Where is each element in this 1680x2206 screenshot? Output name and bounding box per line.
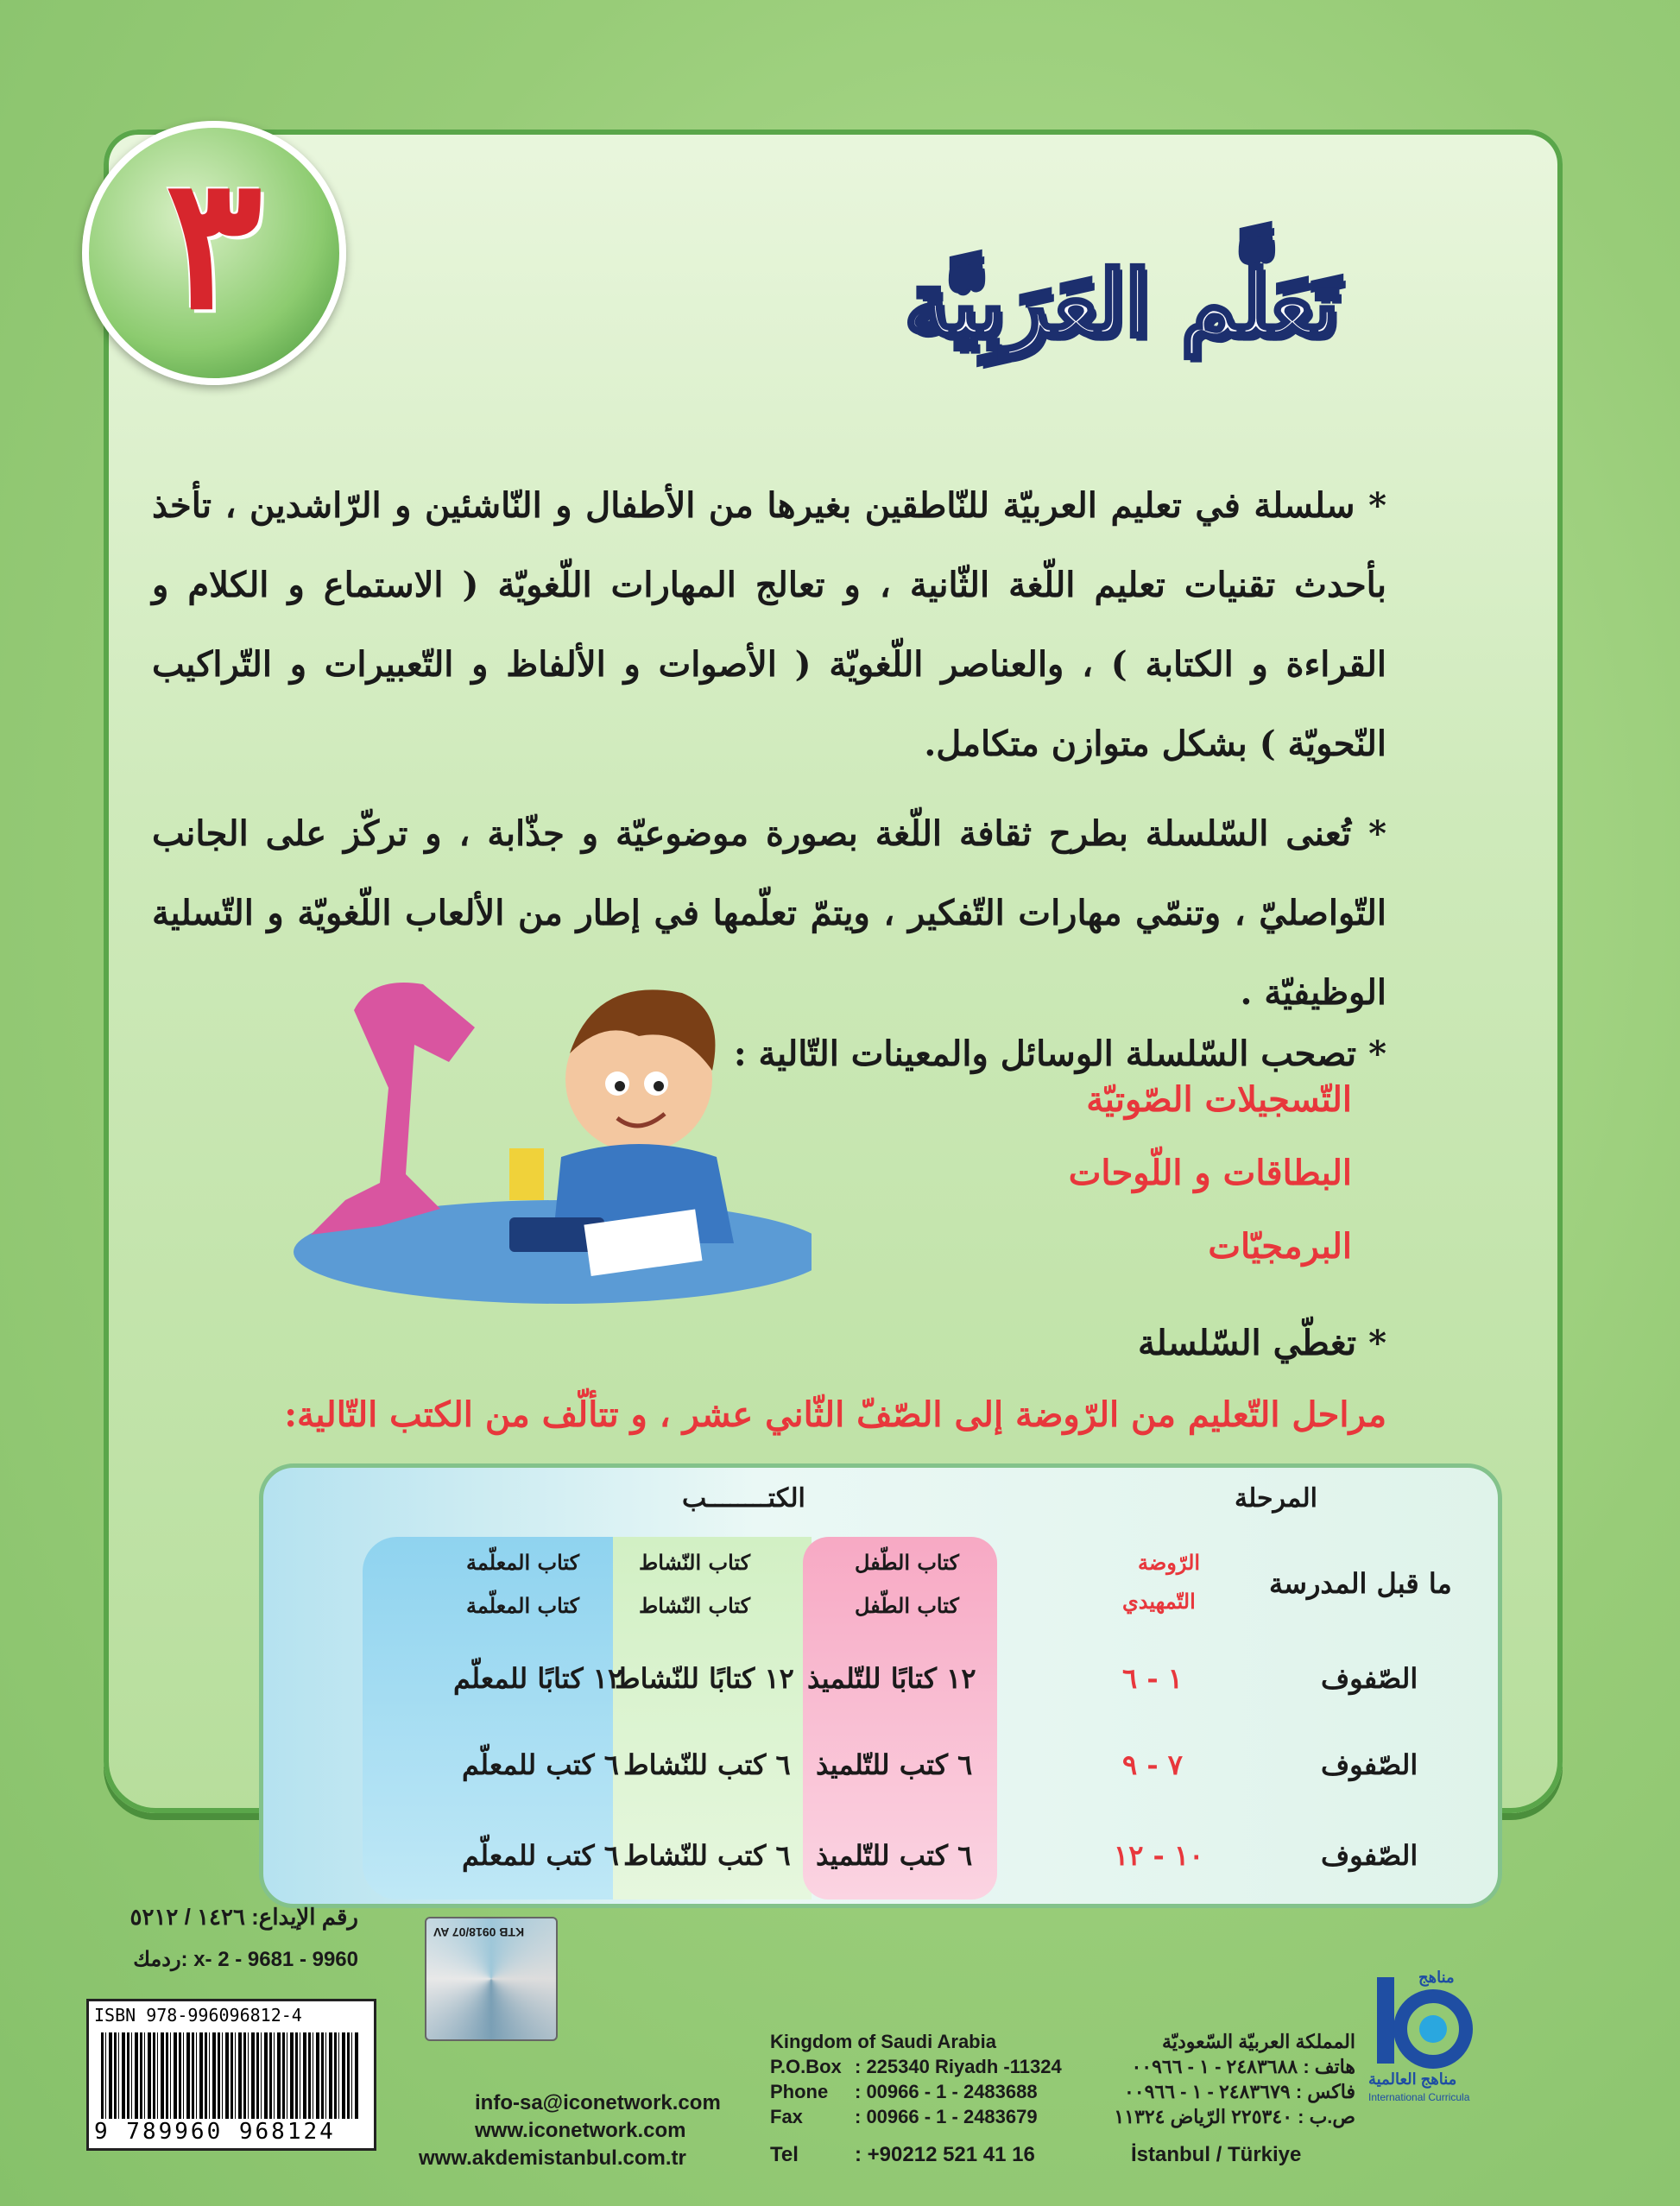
materials-item: البرمجيّات	[1208, 1226, 1352, 1267]
activity-book: كتاب النّشاط	[639, 1550, 751, 1575]
address-fax-label: Fax	[770, 2106, 803, 2127]
child-pupil	[615, 1081, 625, 1091]
row-label: الصّفوف	[1321, 1662, 1418, 1695]
address-ar-line: هاتف : ٢٤٨٣٦٨٨ - ١ - ٠٠٩٦٦	[1131, 2056, 1355, 2077]
publisher-logo	[1368, 1969, 1481, 2107]
isbn-label: ISBN 978-996096812-4	[94, 2005, 302, 2026]
volume-number: ٣	[165, 136, 263, 350]
activity-book: ١٢ كتابًا للنّشاط	[615, 1662, 794, 1695]
grade-range: ١ - ٦	[1122, 1662, 1183, 1695]
row-label: الصّفوف	[1321, 1748, 1418, 1781]
header-stage: المرحلة	[1235, 1483, 1317, 1514]
address-ar-line: فاكس : ٢٤٨٣٦٧٩ - ١ - ٠٠٩٦٦	[1123, 2081, 1355, 2102]
child-pupil	[654, 1081, 664, 1091]
deposit-number: رقم الإيداع: ١٤٢٦ / ٥٢١٢	[129, 1904, 358, 1930]
activity-book: ٦ كتب للنّشاط	[623, 1748, 791, 1781]
student-book: كتاب الطّفل	[855, 1550, 959, 1575]
student-book: ١٢ كتابًا للتّلميذ	[807, 1662, 976, 1695]
paragraph-series-intro: * سلسلة في تعليم العربيّة للنّاطقين بغيرها من الأطفال و النّاشئين و الرّاشدين ، تأخذ بأحدث تقنيات تعليم اللّغة الثّانية ، و تعالج المهارات اللّغويّة ( الاستماع و الكلام و القراءة و الكتابة ) ، والعناصر اللّغويّة ( الأصوات و الألفاظ و التّعبيرات و التّراكيب النّحويّة ) بشكل متوازن متكامل.	[152, 485, 1386, 764]
address-tel: : +90212 521 41 16	[855, 2143, 1035, 2166]
address-phone-label: Phone	[770, 2081, 829, 2102]
hologram-text: KTB 0918/07 AV	[433, 1925, 525, 1939]
book-title: تَعَلَّم العَرَبِيَّة	[904, 250, 1339, 357]
stages-line: مراحل التّعليم من الرّوضة إلى الصّفّ الثّاني عشر ، و تتألّف من الكتب التّالية:	[284, 1394, 1386, 1435]
teacher-book: كتاب المعلّمة	[466, 1593, 580, 1618]
materials-list	[834, 1079, 1352, 1286]
volume-badge	[82, 121, 346, 385]
address-pobox-label: P.O.Box	[770, 2056, 842, 2077]
paragraph-materials: * تصحب السّلسلة الوسائل والمعينات التّالية :	[733, 1033, 1386, 1074]
materials-item: التّسجيلات الصّوتيّة	[1086, 1079, 1352, 1120]
logo-arabic: مناهج العالمية	[1368, 2070, 1457, 2088]
child-studying-illustration	[276, 958, 812, 1304]
isbn-barcode	[86, 1999, 376, 2151]
activity-book: كتاب النّشاط	[639, 1593, 751, 1618]
row-label: ما قبل المدرسة	[1269, 1567, 1452, 1600]
header-books: الكتــــــــب	[682, 1483, 805, 1514]
address-fax: : 00966 - 1 - 2483679	[855, 2106, 1038, 2127]
paragraph-coverage: * تغطّي السّلسلة	[1138, 1323, 1386, 1363]
grade-kindergarten: الرّوضة	[1138, 1550, 1201, 1575]
grade-range: ٧ - ٩	[1122, 1748, 1183, 1781]
materials-item: البطاقات و اللّوحات	[1068, 1153, 1352, 1193]
activity-book: ٦ كتب للنّشاط	[623, 1839, 791, 1872]
row-label: الصّفوف	[1321, 1839, 1418, 1872]
teacher-book: ٦ كتب للمعلّم	[462, 1839, 619, 1872]
email[interactable]: info-sa@iconetwork.com	[475, 2091, 721, 2114]
student-book: ٦ كتب للتّلميذ	[816, 1839, 973, 1872]
teacher-book: كتاب المعلّمة	[466, 1550, 580, 1575]
teacher-book: ١٢ كتابًا للمعلّم	[453, 1662, 623, 1695]
hologram-sticker	[425, 1917, 558, 2041]
address-ar-line: ص.ب : ٢٢٥٣٤٠ الرّياض ١١٣٢٤	[1114, 2106, 1355, 2127]
student-book: ٦ كتب للتّلميذ	[816, 1748, 973, 1781]
student-book: كتاب الطّفل	[855, 1593, 959, 1618]
address-tel-label: Tel	[770, 2143, 799, 2166]
grade-preparatory: التّمهيدي	[1122, 1589, 1196, 1614]
address-country: Kingdom of Saudi Arabia	[770, 2031, 996, 2052]
website[interactable]: www.akdemistanbul.com.tr	[419, 2146, 686, 2170]
pencil-cup	[509, 1148, 544, 1200]
isbn-number: 9 789960 968124	[94, 2119, 336, 2145]
isbn-arabic: ردمك: x- 2 - 9681 - 9960	[133, 1948, 358, 1971]
desk-lamp	[311, 983, 475, 1235]
address-phone: : 00966 - 1 - 2483688	[855, 2081, 1038, 2102]
website[interactable]: www.iconetwork.com	[475, 2119, 686, 2142]
grade-range: ١٠ - ١٢	[1114, 1839, 1204, 1872]
logo-english: International Curricula	[1368, 2091, 1470, 2103]
istanbul-label: İstanbul / Türkiye	[1131, 2143, 1302, 2166]
barcode-bars	[101, 2032, 360, 2119]
address-ar-line: المملكة العربيّة السّعوديّة	[1162, 2031, 1355, 2052]
teacher-book: ٦ كتب للمعلّم	[462, 1748, 619, 1781]
logo-top-text: مناهج	[1418, 1969, 1455, 1986]
paragraph-culture: * تُعنى السّلسلة بطرح ثقافة اللّغة بصورة موضوعيّة و جذّابة ، و تركّز على الجانب التّواصليّ ، وتنمّي مهارات التّفكير ، ويتمّ تعلّمها في إطار من الألعاب اللّغويّة و التّسلية الوظيفيّة .	[152, 813, 1386, 1013]
address-pobox: : 225340 Riyadh -11324	[855, 2056, 1062, 2077]
